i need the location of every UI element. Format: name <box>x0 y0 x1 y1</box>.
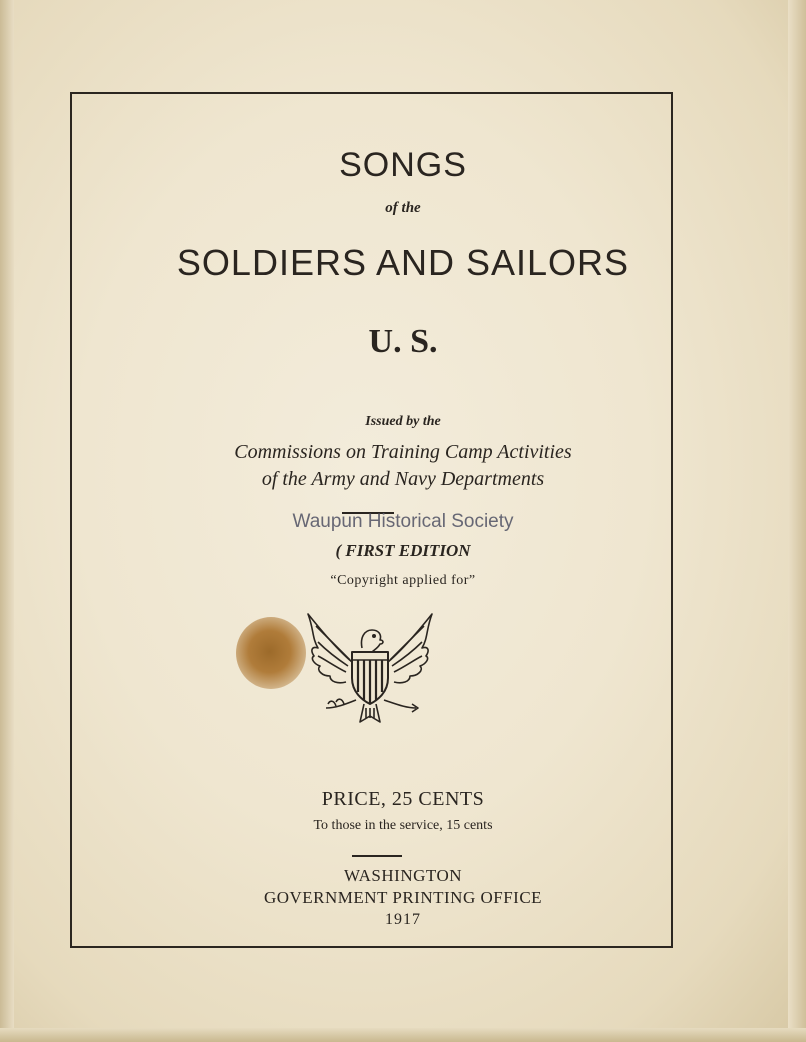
title-of-the: of the <box>385 200 421 216</box>
stain-spot <box>236 617 306 689</box>
price-text: PRICE, 25 CENTS <box>321 788 485 810</box>
publisher-name: GOVERNMENT PRINTING OFFICE <box>263 888 543 907</box>
copyright-text: “Copyright applied for” <box>330 573 476 588</box>
publication-year: 1917 <box>385 911 421 928</box>
issued-by-text: Issued by the <box>365 414 441 429</box>
commissions-line-2: of the Army and Navy Departments <box>261 468 545 490</box>
commissions-line-1: Commissions on Training Camp Activities <box>234 441 572 463</box>
eagle-shield-emblem-icon <box>300 604 440 728</box>
divider-rule-lower <box>352 855 402 857</box>
title-songs: SONGS <box>339 146 467 184</box>
page-bottom-edge <box>0 1028 806 1042</box>
title-us: U. S. <box>368 323 438 360</box>
watermark-text: Waupun Historical Society <box>292 511 514 532</box>
publication-place: WASHINGTON <box>343 866 462 885</box>
service-price-text: To those in the service, 15 cents <box>313 818 493 833</box>
title-soldiers-and-sailors: SOLDIERS AND SAILORS <box>176 242 630 283</box>
edition-text: ( FIRST EDITION <box>335 541 471 560</box>
